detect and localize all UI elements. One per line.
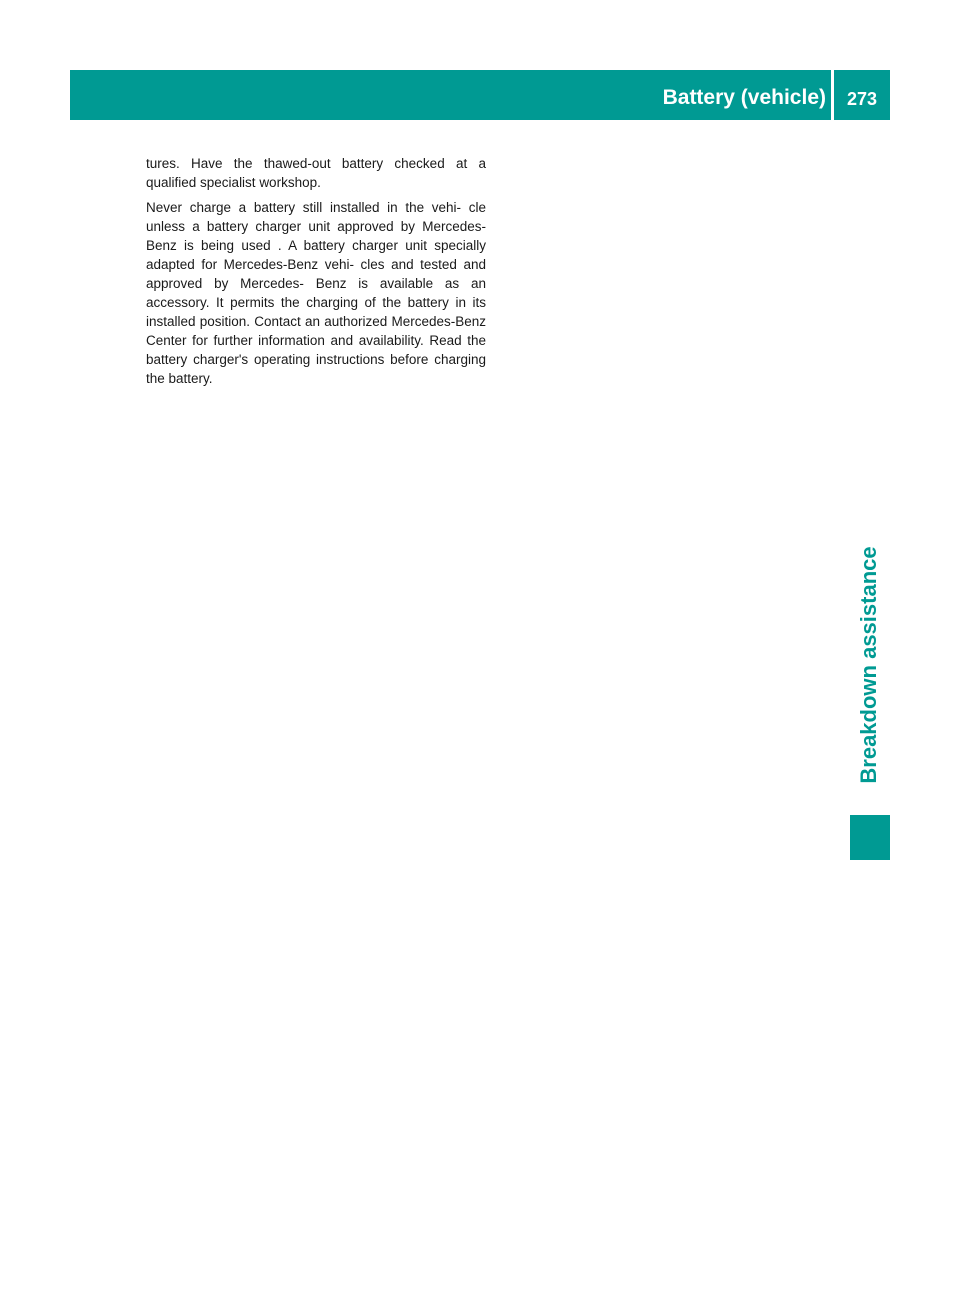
paragraph: Never charge a battery still installed in the vehi- cle unless a battery charger unit approved by Mercedes-Benz is being used . A battery charger unit specially adapted for Mercedes-Benz vehi- cles and tested and approved by Mercedes- Benz is available as an accessory. It permits the charging of the battery in its installed position. Contact an authorized Mercedes-Benz Center for further information and availability. Read the battery charger's operating instructions before charging the battery. <box>146 200 486 386</box>
page-number: 273 <box>846 89 878 109</box>
chapter-side-tab <box>848 545 890 785</box>
body-text <box>146 154 486 394</box>
page-header <box>70 70 890 120</box>
chapter-marker-block <box>850 815 890 860</box>
section-title: Battery (vehicle) <box>662 86 826 109</box>
chapter-label: Breakdown assistance <box>856 546 881 784</box>
paragraph: tures. Have the thawed-out battery checked at a qualified specialist workshop. <box>146 156 486 190</box>
